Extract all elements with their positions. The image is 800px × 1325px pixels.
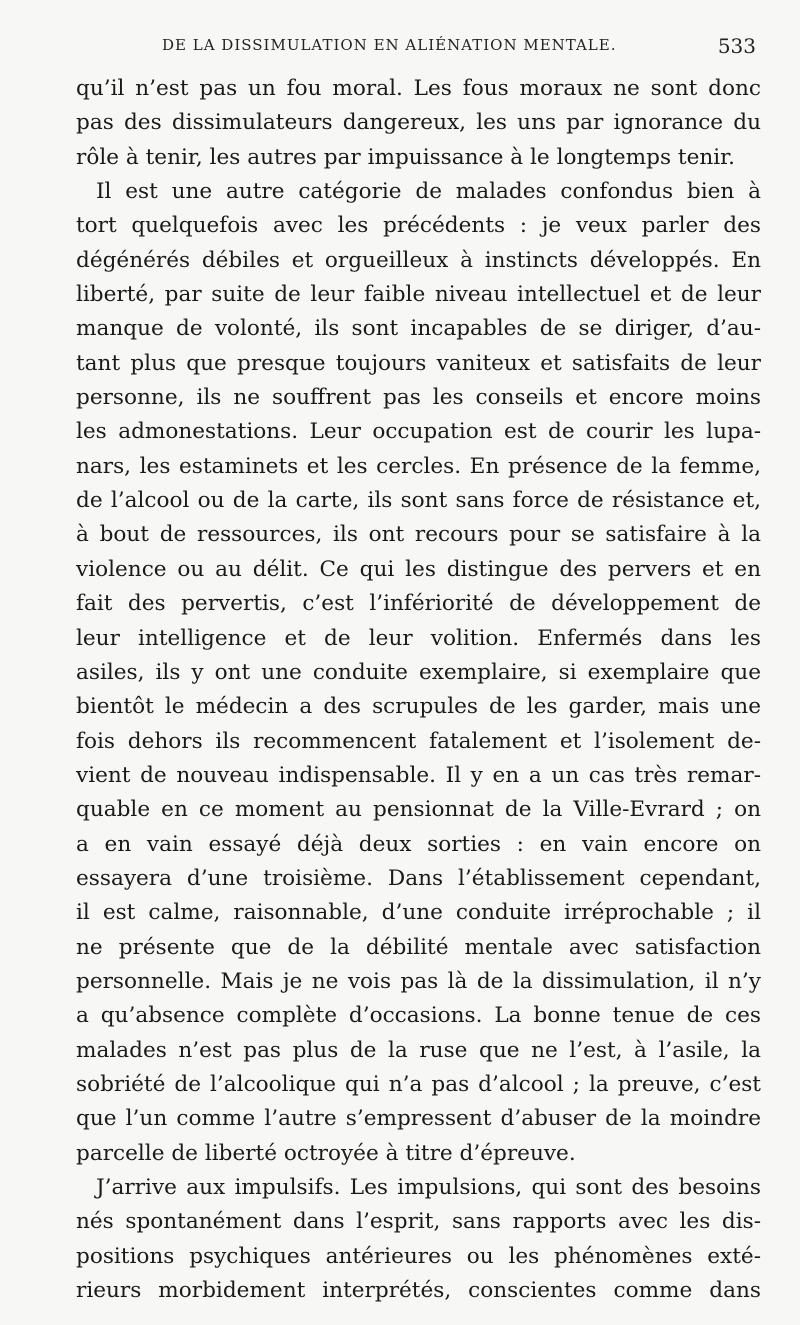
- text-line: leur intelligence et de leur volition. Enfermés dans les: [76, 625, 761, 651]
- page-number: 533: [717, 34, 756, 58]
- text-line: malades n’est pas plus de la ruse que ne l’est, à l’asile, la: [76, 1037, 761, 1063]
- text-line: dégénérés débiles et orgueilleux à instincts développés. En: [76, 247, 761, 273]
- text-line: rôle à tenir, les autres par impuissance à le longtemps tenir.: [76, 144, 735, 170]
- text-line: bientôt le médecin a des scrupules de les garder, mais une: [76, 694, 761, 720]
- text-line: a qu’absence complète d’occasions. La bonne tenue de ces: [76, 1003, 761, 1029]
- text-line: nés spontanément dans l’esprit, sans rapports avec les dis-: [76, 1209, 761, 1235]
- text-line: à bout de ressources, ils ont recours pour se satisfaire à la: [76, 522, 761, 548]
- running-title: DE LA DISSIMULATION EN ALIÉNATION MENTALE.: [162, 36, 617, 54]
- text-line: parcelle de liberté octroyée à titre d’épreuve.: [76, 1140, 576, 1166]
- text-line: vient de nouveau indispensable. Il y en a un cas très remar-: [76, 762, 761, 788]
- text-line: tort quelquefois avec les précédents : je veux parler des: [76, 213, 761, 239]
- text-line: J’arrive aux impulsifs. Les impulsions, qui sont des besoins: [96, 1175, 761, 1200]
- text-line: positions psychiques antérieures ou les phénomènes exté-: [76, 1243, 761, 1269]
- text-line: personnelle. Mais je ne vois pas là de la dissimulation, il n’y: [76, 968, 761, 994]
- running-head: [76, 34, 756, 60]
- text-line: fait des pervertis, c’est l’infériorité de développement de: [76, 591, 761, 617]
- text-line: Il est une autre catégorie de malades confondus bien à: [96, 179, 761, 205]
- text-line: il est calme, raisonnable, d’une conduite irréprochable ; il: [76, 900, 761, 926]
- text-line: essayera d’une troisième. Dans l’établissement cependant,: [76, 865, 761, 891]
- text-line: pas des dissimulateurs dangereux, les uns par ignorance du: [76, 110, 761, 136]
- text-line: les admonestations. Leur occupation est de courir les lupa-: [76, 419, 761, 445]
- text-line: asiles, ils y ont une conduite exemplaire, si exemplaire que: [76, 659, 761, 685]
- text-line: sobriété de l’alcoolique qui n’a pas d’alcool ; la preuve, c’est: [76, 1071, 761, 1097]
- body-text: [76, 72, 761, 1308]
- text-line: violence ou au délit. Ce qui les distingue des pervers et en: [76, 556, 761, 582]
- text-line: personne, ils ne souffrent pas les conseils et encore moins: [76, 385, 761, 411]
- text-line: rieurs morbidement interprétés, conscientes comme dans: [76, 1278, 761, 1304]
- text-line: nars, les estaminets et les cercles. En présence de la femme,: [76, 453, 761, 479]
- text-line: quable en ce moment au pensionnat de la Ville-Evrard ; on: [76, 797, 761, 823]
- text-line: manque de volonté, ils sont incapables de se diriger, d’au-: [76, 316, 761, 342]
- text-line: a en vain essayé déjà deux sorties : en vain encore on: [76, 831, 761, 857]
- text-line: ne présente que de la débilité mentale avec satisfaction: [76, 934, 761, 960]
- text-line: fois dehors ils recommencent fatalement et l’isolement de-: [76, 728, 761, 754]
- text-line: tant plus que presque toujours vaniteux et satisfaits de leur: [76, 350, 761, 376]
- text-line: qu’il n’est pas un fou moral. Les fous moraux ne sont donc: [76, 76, 761, 101]
- text-line: que l’un comme l’autre s’empressent d’abuser de la moindre: [76, 1106, 761, 1132]
- text-line: de l’alcool ou de la carte, ils sont sans force de résistance et,: [76, 488, 761, 514]
- text-line: liberté, par suite de leur faible niveau intellectuel et de leur: [76, 282, 761, 308]
